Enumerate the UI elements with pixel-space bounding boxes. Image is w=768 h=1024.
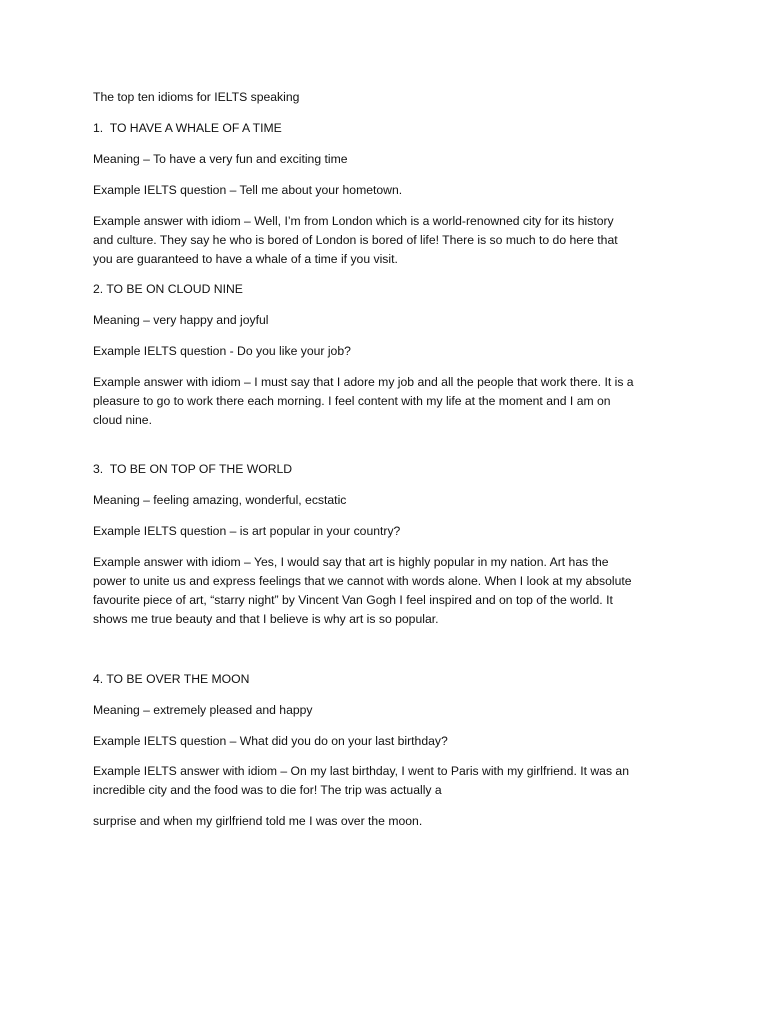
section-2-answer-line: cloud nine. bbox=[93, 413, 152, 427]
section-1-answer bbox=[93, 212, 683, 269]
section-1-question: Example IELTS question – Tell me about your hometown. bbox=[93, 183, 403, 197]
section-4-answer-line: incredible city and the food was to die for! The trip was actually a bbox=[93, 783, 442, 797]
section-4-question: Example IELTS question – What did you do on your last birthday? bbox=[93, 734, 448, 748]
section-2-answer bbox=[93, 373, 683, 430]
section-3-answer-line: shows me true beauty and that I believe is why art is so popular. bbox=[93, 612, 439, 626]
document-page bbox=[93, 88, 683, 831]
section-1-meaning: Meaning – To have a very fun and exciting time bbox=[93, 152, 348, 166]
section-2-answer-line: Example answer with idiom – I must say that I adore my job and all the people that work there. It is a bbox=[93, 375, 634, 389]
section-4-meaning: Meaning – extremely pleased and happy bbox=[93, 703, 313, 717]
section-3-question: Example IELTS question – is art popular in your country? bbox=[93, 524, 401, 538]
section-1-answer-line: Example answer with idiom – Well, I’m from London which is a world-renowned city for its history bbox=[93, 214, 614, 228]
section-3-heading: 3. TO BE ON TOP OF THE WORLD bbox=[93, 462, 293, 476]
section-4-answer-continuation: surprise and when my girlfriend told me I was over the moon. bbox=[93, 814, 423, 828]
section-3-answer-line: Example answer with idiom – Yes, I would say that art is highly popular in my nation. Art has the bbox=[93, 555, 609, 569]
section-3-answer bbox=[93, 553, 683, 629]
section-1-heading: 1. TO HAVE A WHALE OF A TIME bbox=[93, 121, 282, 135]
section-3-answer-line: power to unite us and express feelings that we cannot with words alone. When I look at my absolute bbox=[93, 574, 632, 588]
section-4-heading: 4. TO BE OVER THE MOON bbox=[93, 672, 250, 686]
document-title: The top ten idioms for IELTS speaking bbox=[93, 90, 300, 104]
section-2-meaning: Meaning – very happy and joyful bbox=[93, 313, 269, 327]
section-2-question: Example IELTS question - Do you like your job? bbox=[93, 344, 351, 358]
section-4-answer-line: Example IELTS answer with idiom – On my last birthday, I went to Paris with my girlfriend. It was an bbox=[93, 764, 629, 778]
section-1-answer-line: you are guaranteed to have a whale of a time if you visit. bbox=[93, 252, 398, 266]
section-3-answer-line: favourite piece of art, “starry night” by Vincent Van Gogh I feel inspired and on top of the world. It bbox=[93, 593, 613, 607]
section-3-meaning: Meaning – feeling amazing, wonderful, ecstatic bbox=[93, 493, 347, 507]
section-1-answer-line: and culture. They say he who is bored of London is bored of life! There is so much to do here that bbox=[93, 233, 618, 247]
section-4-answer bbox=[93, 762, 683, 800]
section-2-heading: 2. TO BE ON CLOUD NINE bbox=[93, 282, 243, 296]
section-2-answer-line: pleasure to go to work there each morning. I feel content with my life at the moment and I am on bbox=[93, 394, 611, 408]
